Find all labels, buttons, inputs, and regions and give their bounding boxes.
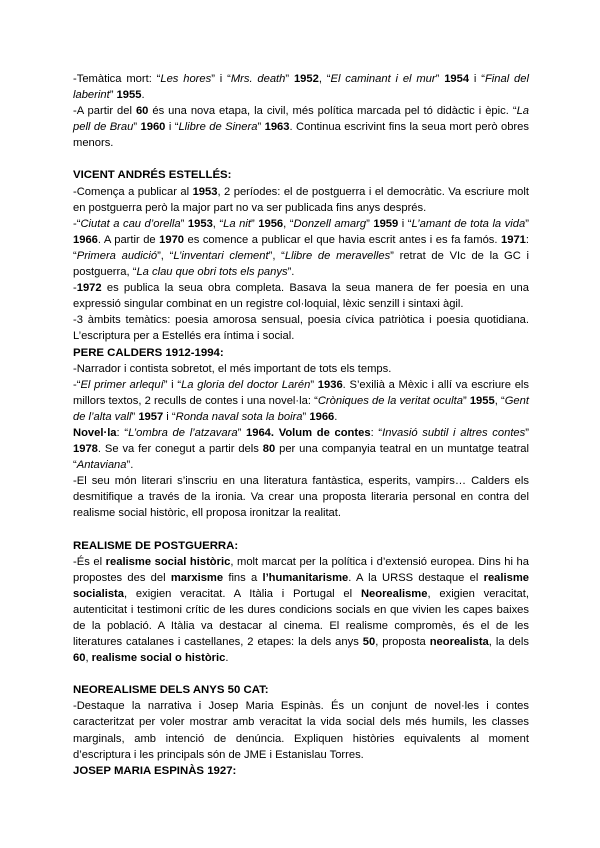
text-run: . Se va fer conegut a partir dels bbox=[97, 443, 263, 456]
bold-text: 80 bbox=[262, 443, 276, 456]
bold-text: 1955 bbox=[116, 89, 142, 102]
text-run: -Temàtica mort: “ bbox=[73, 73, 161, 85]
text-run: VICENT ANDRÉS ESTELLÉS: bbox=[73, 169, 232, 182]
bold-text: 1954 bbox=[444, 73, 470, 85]
blank-line bbox=[73, 522, 529, 538]
italic-title: La gloria del doctor Larén bbox=[181, 378, 311, 391]
text-run: . bbox=[334, 410, 338, 423]
bold-text: neorealista bbox=[429, 636, 489, 649]
paragraph bbox=[73, 377, 529, 425]
paragraph bbox=[73, 425, 529, 473]
bold-text: 60 bbox=[135, 105, 149, 118]
paragraph bbox=[73, 216, 529, 280]
italic-title: Antaviana bbox=[76, 459, 127, 472]
text-run: ”. bbox=[287, 266, 295, 279]
paragraph bbox=[73, 184, 529, 216]
bold-text: 1960 bbox=[140, 121, 166, 134]
italic-title: El primer arlequí bbox=[80, 378, 164, 391]
text-run: i “ bbox=[398, 217, 412, 230]
italic-title: La nit bbox=[223, 217, 251, 230]
text-run: -“ bbox=[73, 217, 81, 230]
text-run: ” bbox=[302, 410, 310, 423]
text-run: , “ bbox=[283, 217, 294, 230]
bold-text: 1956 bbox=[258, 217, 284, 230]
text-run: ” bbox=[366, 217, 374, 230]
text-run: - bbox=[73, 282, 77, 295]
section-heading bbox=[73, 763, 529, 779]
bold-text: 1972 bbox=[76, 282, 102, 295]
bold-text: Neorealisme bbox=[360, 587, 428, 600]
bold-text: 1957 bbox=[138, 410, 164, 423]
text-run: ” bbox=[285, 73, 294, 85]
text-run: . A la URSS destaque el bbox=[348, 571, 484, 584]
text-run: : “ bbox=[370, 426, 383, 439]
italic-title: Ciutat a cau d’orella bbox=[80, 217, 181, 230]
bold-text: 1953 bbox=[192, 185, 218, 198]
italic-title: L’amant de tota la vida bbox=[411, 217, 526, 230]
text-run: ” bbox=[310, 378, 318, 391]
text-run: , la dels bbox=[488, 636, 529, 649]
bold-text: realisme socialista bbox=[73, 571, 529, 600]
text-run: ” bbox=[109, 89, 117, 102]
text-run: ” bbox=[257, 121, 265, 134]
bold-text: realisme social o històric bbox=[91, 652, 226, 665]
bold-text: 1955 bbox=[469, 394, 495, 407]
italic-title: Llibre de meravelles bbox=[284, 249, 391, 262]
text-run: i “ bbox=[163, 410, 176, 423]
text-run: ” bbox=[131, 410, 139, 423]
paragraph bbox=[73, 361, 529, 377]
text-run: . Continua escrivint fins la seua mort però obres menors. bbox=[73, 121, 529, 150]
text-run: ” i “ bbox=[211, 73, 231, 85]
bold-text: 1936 bbox=[317, 378, 343, 391]
italic-title: Ronda naval sota la boira bbox=[175, 410, 303, 423]
text-run: , “ bbox=[494, 394, 505, 407]
text-run: ”. bbox=[126, 459, 134, 472]
paragraph bbox=[73, 473, 529, 521]
blank-line bbox=[73, 151, 529, 167]
italic-title: Les hores bbox=[160, 73, 212, 85]
italic-title: Llibre de Sinera bbox=[178, 121, 258, 134]
section-heading bbox=[73, 682, 529, 698]
text-run: es publica la seua obra completa. Basava la seua manera de fer poesia en una expressió singular combinat en un registre col·loquial, lèxic senzill i sintaxi àgil. bbox=[73, 282, 529, 311]
text-run: , 2 períodes: el de postguerra i el democràtic. Va escriure molt en postguerra però la major part no va ser publicada fins anys després. bbox=[73, 185, 529, 214]
bold-text: realisme social històric bbox=[105, 555, 231, 568]
italic-title: Cròniques de la veritat oculta bbox=[317, 394, 463, 407]
bold-text: Novel·la bbox=[73, 426, 117, 439]
bold-text: 1953 bbox=[187, 217, 213, 230]
text-run: . bbox=[141, 89, 145, 102]
text-run: ” bbox=[525, 217, 529, 230]
text-run: . S’exilià a Mèxic i allí va escriure els millors textos, 2 reculls de contes i una novel·la: “ bbox=[73, 378, 529, 407]
document-body bbox=[73, 71, 529, 779]
text-run: per una companyia teatral en un muntatge teatral “ bbox=[73, 443, 529, 472]
text-run: , proposta bbox=[375, 636, 430, 649]
italic-title: Gent de l’alta vall bbox=[73, 394, 529, 423]
paragraph bbox=[73, 103, 529, 151]
text-run: : “ bbox=[73, 233, 529, 262]
text-run: , bbox=[85, 652, 92, 665]
bold-text: 60 bbox=[73, 652, 86, 665]
section-heading bbox=[73, 538, 529, 554]
text-run: -3 àmbits temàtics: poesia amorosa sensual, poesia cívica patriòtica i poesia quotidiana. L’escriptura per a Estellés era íntima i social. bbox=[73, 314, 529, 343]
italic-title: La pell de Brau bbox=[73, 105, 530, 134]
italic-title: L’ombra de l’atzavara bbox=[128, 426, 238, 439]
text-run: . bbox=[225, 652, 229, 665]
italic-title: Final del laberint bbox=[73, 73, 529, 102]
bold-text: 1970 bbox=[159, 233, 185, 246]
section-heading bbox=[73, 345, 529, 361]
text-run: -El seu món literari s’inscriu en una literatura fantàstica, esperits, vampirs… Calders els desmitifique a través de la ironia. Va crear una proposta literaria personal en contra del realisme social històric, ell proposa ironitzar la realitat. bbox=[73, 475, 529, 520]
paragraph bbox=[73, 280, 529, 312]
text-run: REALISME DE POSTGUERRA: bbox=[73, 539, 239, 552]
text-run: ” i “ bbox=[163, 378, 182, 391]
text-run: ”, “ bbox=[157, 249, 174, 262]
text-run: , exigien veracitat, autenticitat i testimoni crític de les dures condicions socials en que vivien les capes baixes de la població. A Itàlia va destacar al cinema. El realisme compromès, és el de les literatures catalanes i castellanes, 2 etapes: la dels anys bbox=[73, 587, 529, 649]
text-run: -És el bbox=[73, 555, 106, 568]
bold-text: 1964. Volum de contes bbox=[246, 426, 371, 439]
text-run: ” bbox=[133, 121, 141, 134]
blank-line bbox=[73, 666, 529, 682]
bold-text: l’humanitarisme bbox=[262, 571, 349, 584]
italic-title: Primera audició bbox=[76, 249, 158, 262]
text-run: . A partir de bbox=[97, 233, 160, 246]
text-run: -Narrador i contista sobretot, el més important de tots els temps. bbox=[73, 362, 392, 375]
text-run: és una nova etapa, la civil, més política marcada pel tó didàctic i èpic. “ bbox=[148, 105, 517, 118]
text-run: -A partir del bbox=[73, 105, 136, 118]
section-heading bbox=[73, 167, 529, 183]
text-run: , exigien veracitat. A Itàlia i Portugal el bbox=[124, 587, 361, 600]
bold-text: 1959 bbox=[373, 217, 399, 230]
text-run: ” bbox=[250, 217, 259, 230]
text-run: ” retrat de VIc de la GC i postguerra, “ bbox=[73, 249, 529, 279]
text-run: ”, “ bbox=[268, 249, 285, 262]
bold-text: marxisme bbox=[170, 571, 224, 584]
text-run: ” bbox=[435, 73, 445, 85]
bold-text: 1952 bbox=[293, 73, 319, 85]
italic-title: L’inventari clement bbox=[173, 249, 269, 262]
paragraph bbox=[73, 71, 529, 103]
text-run: es comence a publicar el que havia escrit antes i es fa famós. bbox=[184, 233, 501, 246]
text-run: , “ bbox=[212, 217, 224, 230]
bold-text: 1971 bbox=[501, 233, 526, 246]
text-run: PERE CALDERS 1912-1994: bbox=[73, 346, 224, 359]
italic-title: Invasió subtil i altres contes bbox=[382, 426, 526, 439]
text-run: , “ bbox=[318, 73, 331, 85]
text-run: ” bbox=[462, 394, 470, 407]
italic-title: La clau que obri tots els panys bbox=[136, 266, 288, 279]
text-run: ” bbox=[525, 426, 529, 439]
bold-text: 1966 bbox=[309, 410, 335, 423]
text-run: -Comença a publicar al bbox=[73, 185, 193, 198]
bold-text: 1978 bbox=[73, 443, 98, 456]
paragraph bbox=[73, 312, 529, 344]
text-run: ” bbox=[237, 426, 246, 439]
text-run: -“ bbox=[73, 378, 81, 391]
bold-text: 1963 bbox=[264, 121, 290, 134]
text-run: JOSEP MARIA ESPINÀS 1927: bbox=[73, 764, 237, 777]
bold-text: 1966 bbox=[73, 233, 98, 246]
text-run: -Destaque la narrativa i Josep Maria Espinàs. És un conjunt de novel·les i contes caracteritzat per voler mostrar amb veracitat la vida social dels més humils, les classes marginals, amb intenció de denúncia. Expliquen històries equivalents al moment d’escriptura i les principals són de JME i Estanislau Torres. bbox=[73, 700, 529, 761]
italic-title: Donzell amarg bbox=[293, 217, 367, 230]
text-run: ” bbox=[180, 217, 188, 230]
text-run: i “ bbox=[165, 121, 179, 134]
paragraph bbox=[73, 554, 529, 667]
text-run: , molt marcat per la política i d’extensió europea. Dins hi ha propostes des del bbox=[73, 555, 529, 584]
paragraph bbox=[73, 698, 529, 762]
italic-title: Mrs. death bbox=[230, 73, 286, 85]
bold-text: 50 bbox=[362, 636, 376, 649]
text-run: : “ bbox=[116, 426, 129, 439]
text-run: NEOREALISME DELS ANYS 50 CAT: bbox=[73, 684, 269, 697]
text-run: fins a bbox=[223, 571, 263, 584]
text-run: i “ bbox=[469, 73, 485, 85]
italic-title: El caminant i el mur bbox=[330, 73, 436, 85]
